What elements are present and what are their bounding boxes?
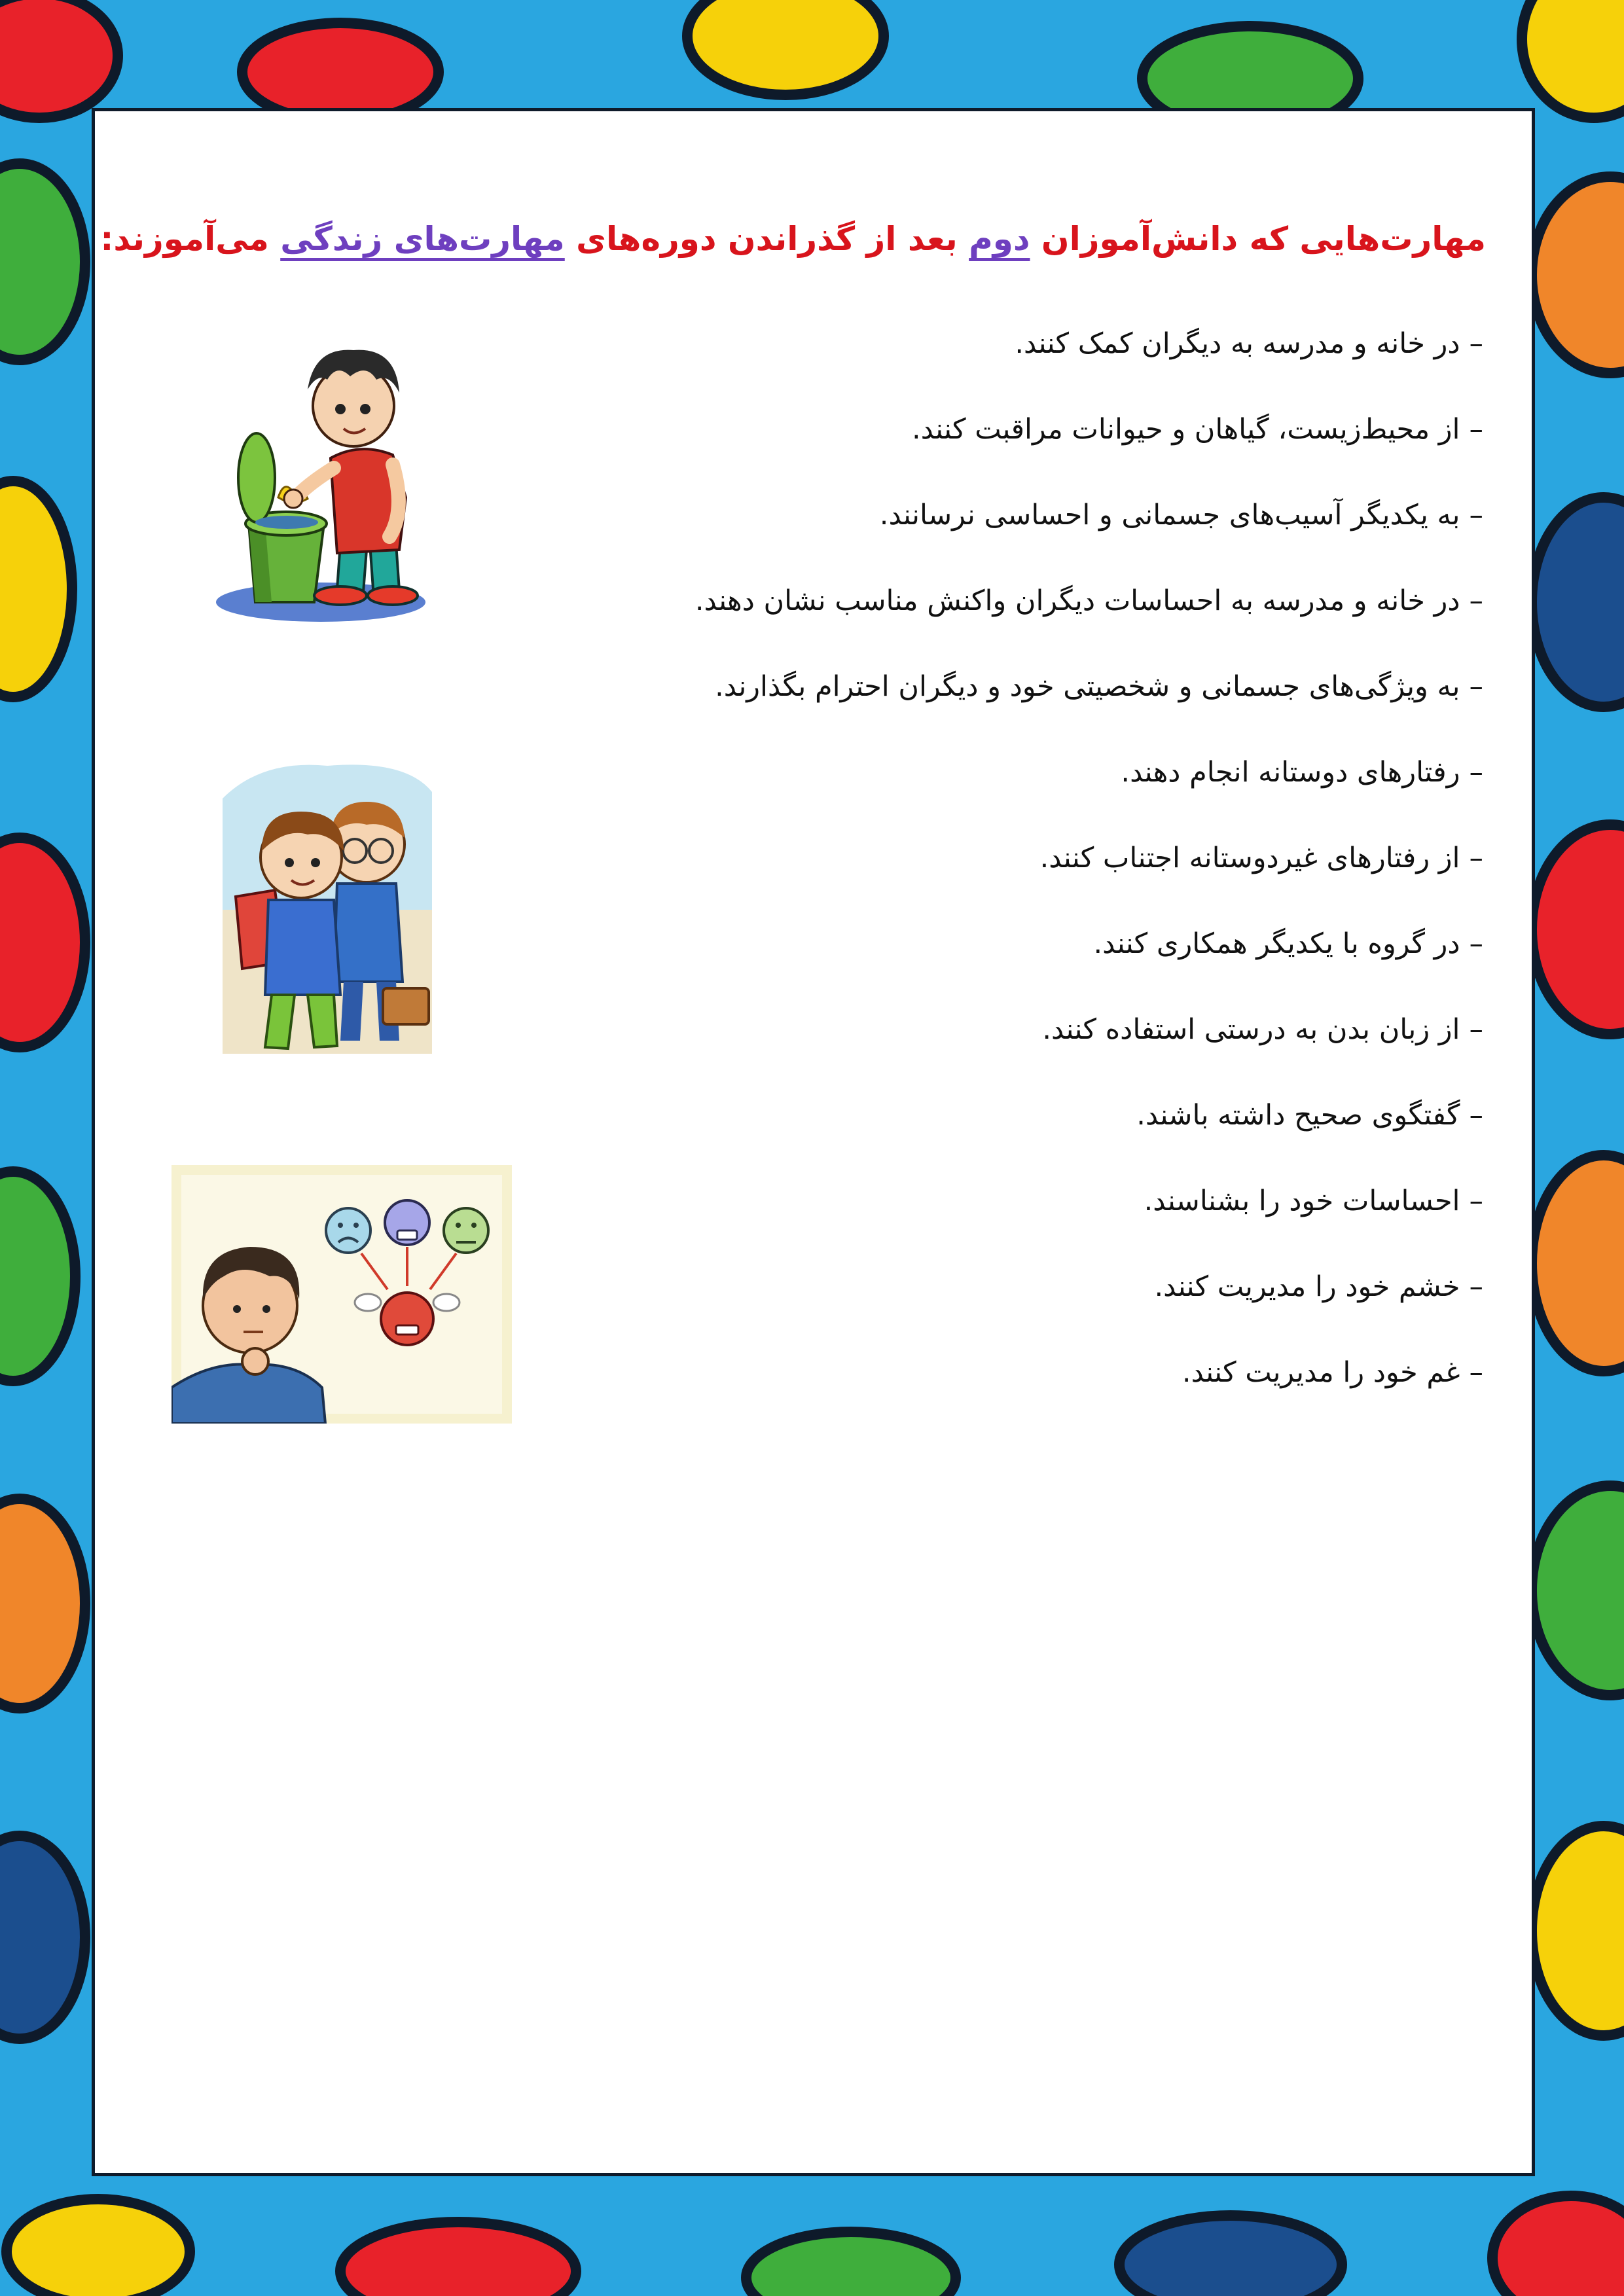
heading-text-3: می‌آموزند: [100,220,281,258]
list-item [534,1343,1483,1429]
list-item [534,1172,1483,1257]
list-item [534,400,1483,486]
thinking-man-emotions-illustration [171,1165,512,1424]
skills-list [534,314,1483,1429]
list-item-text: احساسات خود را بشناسند. [1144,1185,1460,1217]
list-item-text: از زبان بدن به درستی استفاده کنند. [1042,1013,1460,1046]
bullet-dash: – [1469,842,1483,874]
heading-text-1: مهارت‌هایی که دانش‌آموزان [1030,220,1486,258]
list-item-text: در گروه با یکدیگر همکاری کنند. [1093,927,1460,960]
bullet-dash: – [1469,756,1483,789]
list-item [534,571,1483,657]
bullet-dash: – [1469,1356,1483,1389]
bullet-dash: – [1469,413,1483,446]
bullet-dash: – [1469,584,1483,617]
page-heading [100,209,1486,268]
list-item-text: خشم خود را مدیریت کنند. [1154,1270,1460,1303]
bullet-dash: – [1469,499,1483,531]
heading-course: مهارت‌های زندگی [280,220,565,258]
bullet-dash: – [1469,927,1483,960]
heading-text-2: بعد از گذراندن دوره‌های [564,220,969,258]
heading-grade: دوم [969,220,1030,258]
list-item-text: غم خود را مدیریت کنند. [1182,1356,1460,1389]
list-item-text: در خانه و مدرسه به احساسات دیگران واکنش مناسب نشان دهند. [695,584,1460,617]
bullet-dash: – [1469,670,1483,703]
list-item-text: به ویژگی‌های جسمانی و شخصیتی خود و دیگران احترام بگذارند. [715,670,1460,703]
bullet-dash: – [1469,1185,1483,1217]
list-item [534,829,1483,914]
list-item-text: گفتگوی صحیح داشته باشند. [1136,1099,1460,1132]
list-item-text: به یکدیگر آسیب‌های جسمانی و احساسی نرسانند. [879,499,1460,531]
list-item [534,914,1483,1000]
list-item [534,1000,1483,1086]
list-item-text: از محیط‌زیست، گیاهان و حیوانات مراقبت کنند. [911,413,1460,446]
list-item [534,743,1483,829]
bullet-dash: – [1469,327,1483,360]
boy-trash-can-illustration [209,327,458,628]
list-item-text: در خانه و مدرسه به دیگران کمک کنند. [1015,327,1460,360]
list-item-text: از رفتارهای غیردوستانه اجتناب کنند. [1039,842,1460,874]
list-item [534,1257,1483,1343]
list-item [534,486,1483,571]
two-schoolboys-illustration [209,746,445,1060]
bullet-dash: – [1469,1270,1483,1303]
list-item [534,657,1483,743]
list-item [534,1086,1483,1172]
list-item [534,314,1483,400]
bullet-dash: – [1469,1099,1483,1132]
list-item-text: رفتارهای دوستانه انجام دهند. [1121,756,1460,789]
bullet-dash: – [1469,1013,1483,1046]
